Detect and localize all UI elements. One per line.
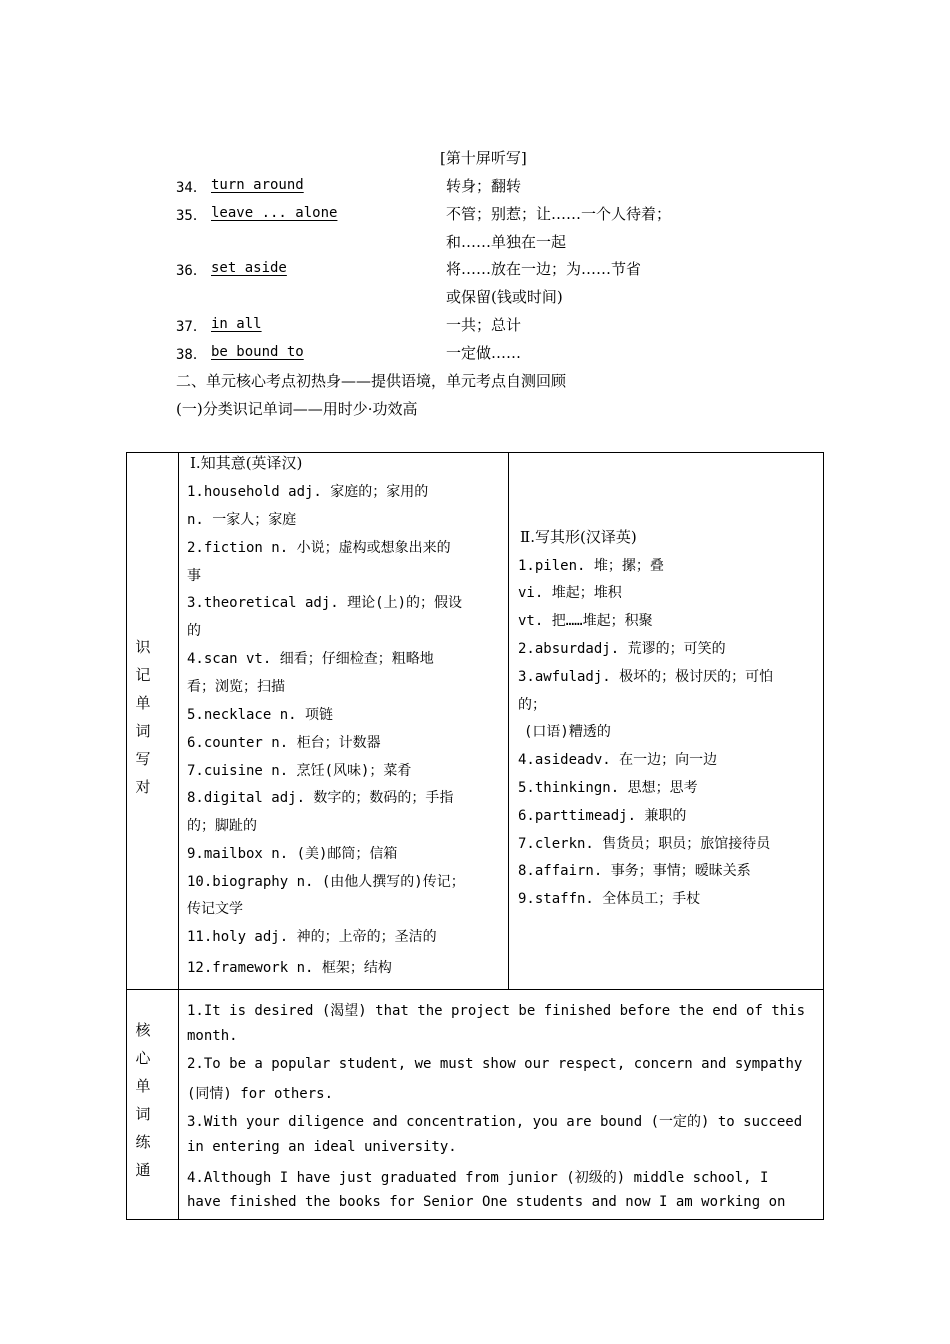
vocab-line: 6.counter n. 柜台；计数器 [187,735,381,751]
vocab-line: (口语)糟透的 [524,724,611,740]
vocab-line: 的 [187,623,201,639]
vocab-line: 5.thinkingn. 思想；思考 [518,780,698,796]
vocab-line: 1.household adj. 家庭的；家用的 [187,484,429,500]
dictation-meaning: 将……放在一边；为……节省 [446,260,642,278]
sentence-line: in entering an ideal university. [187,1139,457,1155]
sentence-line: 4.Although I have just graduated from junior (初级的) middle school, I [187,1170,769,1186]
dictation-num: 37． [176,319,207,335]
dictation-meaning: 和……单独在一起 [446,233,567,251]
sentence-line: 2.To be a popular student, we must show our respect, concern and sympathy [187,1056,803,1072]
vocab-line: 的；脚趾的 [187,818,257,834]
dictation-phrase: be bound to [211,344,304,360]
dictation-meaning: 一共；总计 [446,316,522,334]
vocab-line: 3.awfuladj. 极坏的；极讨厌的；可怕 [518,669,774,685]
column-divider [508,452,509,990]
sentence-line: have finished the books for Senior One students and now I am working on [187,1194,786,1210]
dictation-num: 36． [176,263,207,279]
vocab-line: vi. 堆起；堆积 [518,585,622,601]
vocab-line: 2.fiction n. 小说；虚构或想象出来的 [187,540,451,556]
dictation-meaning: 一定做…… [446,344,522,362]
dictation-meaning: 不管；别惹；让……一个人待着； [446,205,672,223]
left-cell-title: Ⅰ.知其意(英译汉) [190,454,303,472]
vocab-line: 9.mailbox n. (美)邮筒；信箱 [187,846,398,862]
dictation-meaning: 或保留(钱或时间) [446,288,563,306]
vocab-line: 3.theoretical adj. 理论(上)的；假设 [187,595,463,611]
vocab-line: 11.holy adj. 神的；上帝的；圣洁的 [187,929,437,945]
dictation-num: 35． [176,208,207,224]
vocab-line: 10.biography n. (由他人撰写的)传记； [187,874,465,890]
vocab-line: 事 [187,568,201,584]
vocab-line: 7.cuisine n. 烹饪(风味)；菜肴 [187,763,412,779]
column-divider [178,452,179,1220]
vocab-line: 6.parttimeadj. 兼职的 [518,808,687,824]
vocab-line: 4.asideadv. 在一边；向一边 [518,752,718,768]
dictation-num: 34． [176,180,207,196]
vocab-line: 的； [518,697,546,713]
vocab-line: 8.affairn. 事务；事情；暧昧关系 [518,863,751,879]
sentence-line: month. [187,1028,238,1044]
vocab-line: 看；浏览；扫描 [187,679,285,695]
vocab-line: 5.necklace n. 项链 [187,707,334,723]
vocab-line: vt. 把……堆起；积聚 [518,613,653,629]
vocab-line: 4.scan vt. 细看；仔细检查；粗略地 [187,651,434,667]
section-subtitle: (一)分类识记单词——用时少·功效高 [176,400,418,418]
dictation-phrase: turn around [211,177,304,193]
dictation-num: 38． [176,347,207,363]
vocab-line: 7.clerkn. 售货员；职员；旅馆接待员 [518,836,771,852]
sentence-line: 1.It is desired (渴望) that the project be finished before the end of this [187,1003,806,1019]
dictation-phrase: in all [211,316,262,332]
right-cell-title: Ⅱ.写其形(汉译英) [520,528,637,546]
vocab-line: 8.digital adj. 数字的；数码的；手指 [187,790,454,806]
vocab-line: 9.staffn. 全体员工；手杖 [518,891,701,907]
row-label-vocab: 识 记 单 词 写 对 [135,638,151,796]
vocab-line: 1.pilen. 堆；摞；叠 [518,558,664,574]
dictation-phrase: leave ... alone [211,205,338,221]
vocab-line: 传记文学 [187,901,243,917]
dictation-meaning: 转身；翻转 [446,177,522,195]
vocab-line: 12.framework n. 框架；结构 [187,960,392,976]
dictation-header: [第十屏听写] [440,149,527,167]
section-title: 二、单元核心考点初热身——提供语境，单元考点自测回顾 [176,372,567,390]
sentence-line: (同情) for others. [187,1086,334,1102]
vocab-line: 2.absurdadj. 荒谬的；可笑的 [518,641,726,657]
row-label-sentences: 核 心 单 词 练 通 [135,1021,151,1179]
vocab-line: n. 一家人；家庭 [187,512,297,528]
dictation-phrase: set aside [211,260,287,276]
sentence-line: 3.With your diligence and concentration, you are bound (一定的) to succeed [187,1114,803,1130]
